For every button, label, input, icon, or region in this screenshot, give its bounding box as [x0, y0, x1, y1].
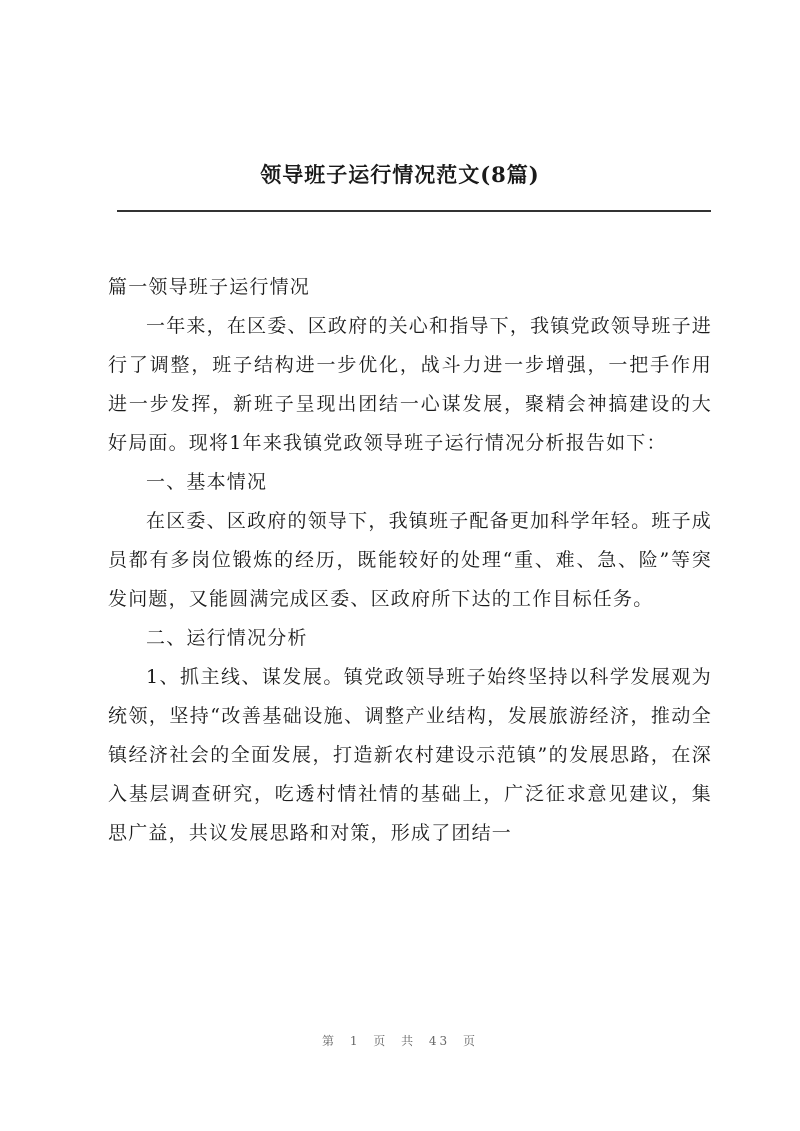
paragraph-intro: 一年来，在区委、区政府的关心和指导下，我镇党政领导班子进行了调整，班子结构进一步优化，战斗力进一步增强，一把手作用进一步发挥，新班子呈现出团结一心谋发展，聚精会神搞建设的大好局面。现将1年来我镇党政领导班子运行情况分析报告如下：	[108, 315, 712, 454]
paragraph-basic-situation: 在区委、区政府的领导下，我镇班子配备更加科学年轻。班子成员都有多岗位锻炼的经历，既能较好的处理“重、难、急、险”等突发问题，又能圆满完成区委、区政府所下达的工作目标任务。	[108, 510, 712, 610]
paragraph-operation-analysis: 1、抓主线、谋发展。镇党政领导班子始终坚持以科学发展观为统领，坚持“改善基础设施、调整产业结构，发展旅游经济，推动全镇经济社会的全面发展，打造新农村建设示范镇”的发展思路，在深入基层调查研究，吃透村情社情的基础上，广泛征求意见建议，集思广益，共议发展思路和对策，形成了团结一	[108, 666, 712, 844]
section-title: 篇一领导班子运行情况	[108, 276, 311, 298]
title-divider	[117, 210, 711, 212]
page-number-footer: 第 1 页 共 43 页	[322, 1034, 478, 1048]
document-title: 领导班子运行情况范文(8篇)	[260, 162, 540, 187]
heading-operation-analysis: 二、运行情况分析	[146, 627, 308, 649]
heading-basic-situation: 一、基本情况	[146, 471, 268, 493]
document-body	[108, 268, 712, 853]
